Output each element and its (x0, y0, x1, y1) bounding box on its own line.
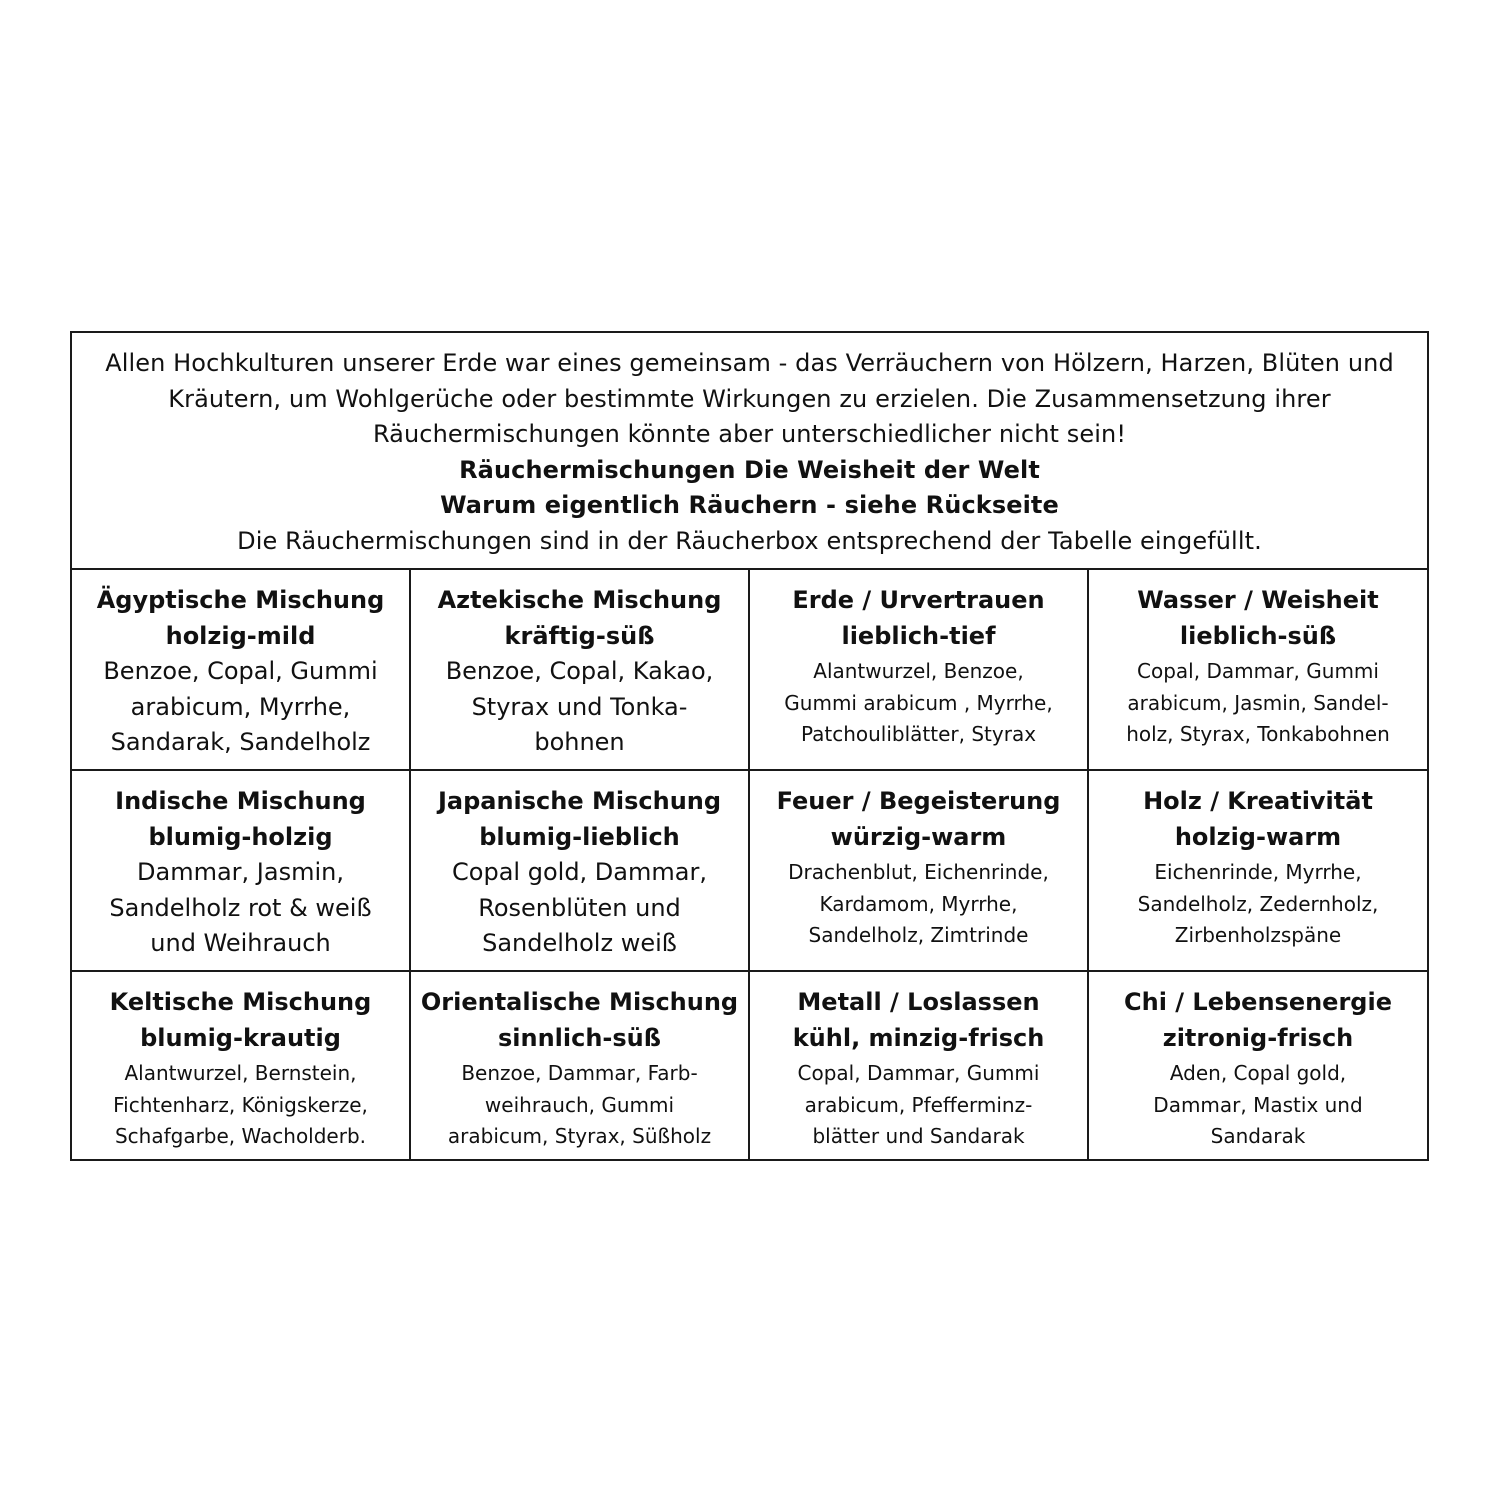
blend-name: Indische Mischung (115, 787, 366, 815)
blend-cell-aztekisch (411, 570, 750, 771)
intro-footer: Die Räuchermischungen sind in der Räucherbox entsprechend der Tabelle eingefüllt. (237, 526, 1262, 555)
blend-ingredients-line: Benzoe, Dammar, Farb- (461, 1061, 698, 1085)
headline: Räuchermischungen Die Weisheit der Welt (459, 455, 1040, 484)
blend-name: Holz / Kreativität (1143, 787, 1373, 815)
blend-ingredients-line: Sandelholz, Zimtrinde (808, 923, 1029, 947)
blend-scent-note: holzig-warm (1174, 822, 1342, 851)
intro-text-line: Kräutern, um Wohlgerüche oder bestimmte Wirkungen zu erzielen. Die Zusammensetzung ihrer (168, 384, 1331, 413)
blend-name: Orientalische Mischung (420, 988, 739, 1016)
blend-ingredients-line: Rosenblüten und (478, 893, 681, 922)
blend-scent-note: würzig-warm (830, 822, 1007, 851)
blend-scent-note: zitronig-frisch (1162, 1023, 1354, 1052)
blend-ingredients-line: arabicum, Myrrhe, (130, 692, 351, 721)
blend-cell-feuer (750, 771, 1089, 972)
blend-ingredients-line: Patchouliblätter, Styrax (800, 722, 1037, 746)
blend-cell-metall (750, 972, 1089, 1159)
intro-section (72, 333, 1427, 570)
blend-ingredients-line: Styrax und Tonka- (471, 692, 688, 721)
blend-ingredients-line: Sandarak, Sandelholz (110, 728, 371, 756)
blend-ingredients-line: Alantwurzel, Bernstein, (124, 1061, 357, 1085)
blend-name: Aztekische Mischung (437, 586, 722, 614)
blend-scent-note: blumig-lieblich (479, 822, 680, 851)
blend-scent-note: kräftig-süß (504, 621, 655, 650)
blend-ingredients-line: Sandarak (1210, 1124, 1306, 1148)
blend-ingredients-line: Copal, Dammar, Gummi (1137, 659, 1379, 683)
blend-ingredients-line: Aden, Copal gold, (1169, 1061, 1347, 1085)
blend-name: Feuer / Begeisterung (776, 787, 1061, 815)
blend-ingredients-line: Benzoe, Copal, Gummi (103, 657, 378, 685)
blend-cell-japanisch (411, 771, 750, 972)
blend-name: Metall / Loslassen (797, 988, 1040, 1016)
blend-name: Japanische Mischung (437, 787, 722, 815)
blend-scent-note: kühl, minzig-frisch (792, 1023, 1045, 1052)
blend-name: Chi / Lebensenergie (1124, 988, 1392, 1016)
blend-ingredients-line: Dammar, Jasmin, (137, 858, 344, 886)
blend-ingredients-line: Eichenrinde, Myrrhe, (1154, 860, 1362, 884)
blend-name: Erde / Urvertrauen (792, 586, 1045, 614)
blend-ingredients-line: bohnen (534, 728, 625, 756)
subheadline: Warum eigentlich Räuchern - siehe Rückseite (440, 491, 1059, 519)
blend-cell-erde (750, 570, 1089, 771)
blend-ingredients-line: holz, Styrax, Tonkabohnen (1126, 722, 1390, 746)
blend-ingredients-line: arabicum, Styrax, Süßholz (447, 1124, 712, 1148)
blend-scent-note: blumig-holzig (148, 822, 333, 851)
blend-ingredients-line: Sandelholz weiß (482, 929, 677, 957)
blend-ingredients-line: Copal gold, Dammar, (452, 858, 707, 886)
blend-name: Keltische Mischung (109, 988, 372, 1016)
intro-text-line: Räuchermischungen könnte aber unterschiedlicher nicht sein! (372, 420, 1127, 448)
blend-scent-note: blumig-krautig (140, 1023, 341, 1052)
blend-ingredients-line: Zirbenholzspäne (1174, 923, 1342, 947)
blend-ingredients-line: arabicum, Jasmin, Sandel- (1127, 690, 1389, 715)
blend-cell-keltisch (72, 972, 411, 1159)
blend-ingredients-line: Schafgarbe, Wacholderb. (114, 1124, 367, 1148)
blend-scent-note: lieblich-süß (1179, 621, 1337, 650)
blend-ingredients-line: blätter und Sandarak (812, 1124, 1025, 1148)
blend-ingredients-line: Sandelholz rot & weiß (109, 893, 372, 922)
blend-cell-wasser (1089, 570, 1427, 771)
blend-ingredients-line: Benzoe, Copal, Kakao, (445, 657, 714, 685)
blend-name: Ägyptische Mischung (96, 586, 385, 614)
blend-ingredients-line: Copal, Dammar, Gummi (797, 1061, 1040, 1085)
blend-ingredients-line: Dammar, Mastix und (1153, 1092, 1363, 1117)
blend-ingredients-line: Alantwurzel, Benzoe, (813, 659, 1024, 683)
blend-ingredients-line: Drachenblut, Eichenrinde, (788, 860, 1049, 884)
blend-scent-note: lieblich-tief (841, 621, 996, 650)
blend-cell-indisch (72, 771, 411, 972)
blend-cell-chi (1089, 972, 1427, 1159)
blend-name: Wasser / Weisheit (1137, 586, 1379, 614)
intro-text-line: Allen Hochkulturen unserer Erde war eines gemeinsam - das Verräuchern von Hölzern, Harzen, Blüten und (105, 349, 1394, 377)
blend-ingredients-line: arabicum, Pfefferminz- (804, 1092, 1033, 1117)
blend-table (70, 331, 1429, 1161)
blend-cell-aegyptisch (72, 570, 411, 771)
blend-ingredients-line: Fichtenharz, Königskerze, (113, 1092, 368, 1117)
blend-ingredients-line: Kardamom, Myrrhe, (819, 891, 1018, 916)
blend-cell-orientalisch (411, 972, 750, 1159)
blend-grid (72, 570, 1427, 1159)
blend-scent-note: holzig-mild (165, 621, 316, 650)
blend-ingredients-line: Sandelholz, Zedernholz, (1137, 891, 1379, 916)
blend-ingredients-line: weihrauch, Gummi (484, 1092, 675, 1117)
blend-cell-holz (1089, 771, 1427, 972)
blend-scent-note: sinnlich-süß (497, 1023, 662, 1052)
blend-ingredients-line: und Weihrauch (150, 929, 331, 957)
blend-ingredients-line: Gummi arabicum , Myrrhe, (784, 690, 1053, 715)
